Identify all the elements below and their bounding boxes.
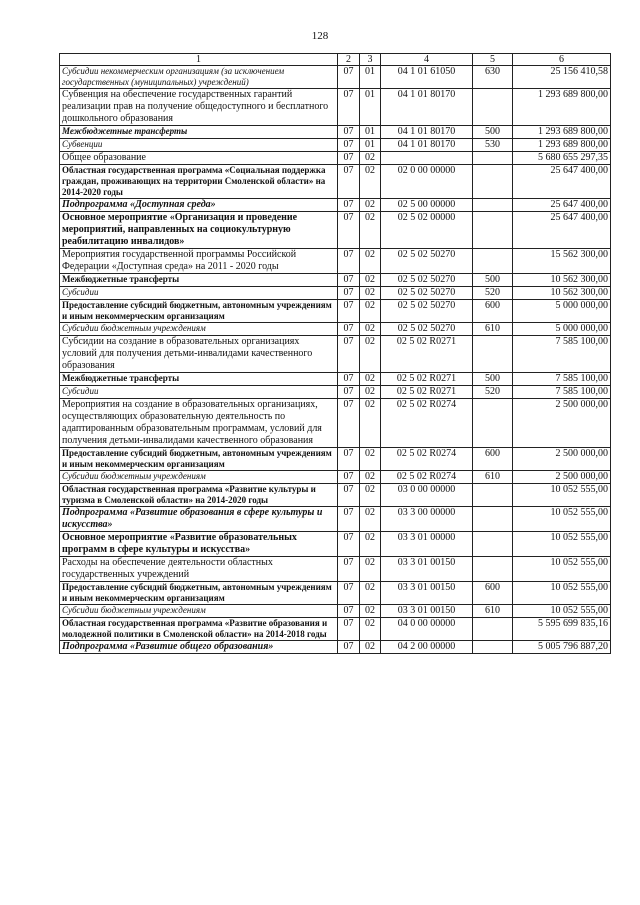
target-article-cell: 02 5 02 50270 bbox=[381, 249, 473, 274]
table-row bbox=[60, 126, 611, 139]
amount-cell: 10 052 555,00 bbox=[513, 484, 611, 507]
expense-type-cell: 500 bbox=[473, 274, 513, 287]
section-code-cell: 07 bbox=[338, 605, 360, 618]
amount-cell: 25 647 400,00 bbox=[513, 212, 611, 249]
section-code-cell: 07 bbox=[338, 507, 360, 532]
row-name-cell: Субвенция на обеспечение государственных гарантий реализации прав на получение общедоступного и бесплатного дошкольного образования bbox=[60, 89, 338, 126]
expense-type-cell bbox=[473, 484, 513, 507]
table-row bbox=[60, 399, 611, 448]
subsection-code-cell: 02 bbox=[360, 582, 381, 605]
subsection-code-cell: 02 bbox=[360, 249, 381, 274]
section-code-cell: 07 bbox=[338, 165, 360, 199]
amount-cell: 2 500 000,00 bbox=[513, 471, 611, 484]
subsection-code-cell: 02 bbox=[360, 373, 381, 386]
amount-cell: 1 293 689 800,00 bbox=[513, 89, 611, 126]
expense-type-cell: 530 bbox=[473, 139, 513, 152]
table-row bbox=[60, 582, 611, 605]
subsection-code-cell: 02 bbox=[360, 323, 381, 336]
target-article-cell: 04 1 01 80170 bbox=[381, 89, 473, 126]
row-name-cell: Межбюджетные трансферты bbox=[60, 274, 338, 287]
table-row bbox=[60, 386, 611, 399]
section-code-cell: 07 bbox=[338, 199, 360, 212]
amount-cell: 1 293 689 800,00 bbox=[513, 139, 611, 152]
table-row bbox=[60, 287, 611, 300]
section-code-cell: 07 bbox=[338, 89, 360, 126]
target-article-cell: 02 5 02 50270 bbox=[381, 274, 473, 287]
row-name-cell: Мероприятия на создание в образовательных организациях, осуществляющих образовательную деятельность по адаптированным образовательным программам, условий для получения детьми-инвалидами качественного образования bbox=[60, 399, 338, 448]
expense-type-cell bbox=[473, 212, 513, 249]
table-row bbox=[60, 212, 611, 249]
row-name-cell: Расходы на обеспечение деятельности областных государственных учреждений bbox=[60, 557, 338, 582]
amount-cell: 5 595 699 835,16 bbox=[513, 618, 611, 641]
subsection-code-cell: 02 bbox=[360, 484, 381, 507]
section-code-cell: 07 bbox=[338, 399, 360, 448]
section-code-cell: 07 bbox=[338, 300, 360, 323]
target-article-cell: 03 0 00 00000 bbox=[381, 484, 473, 507]
amount-cell: 2 500 000,00 bbox=[513, 448, 611, 471]
expense-type-cell bbox=[473, 249, 513, 274]
table-row bbox=[60, 373, 611, 386]
expense-type-cell bbox=[473, 199, 513, 212]
column-header: 1 bbox=[60, 54, 338, 66]
table-row bbox=[60, 641, 611, 654]
table-row bbox=[60, 618, 611, 641]
section-code-cell: 07 bbox=[338, 386, 360, 399]
subsection-code-cell: 02 bbox=[360, 152, 381, 165]
subsection-code-cell: 02 bbox=[360, 300, 381, 323]
row-name-cell: Субсидии на создание в образовательных организациях условий для получения детьми-инвалидами качественного образования bbox=[60, 336, 338, 373]
table-row bbox=[60, 199, 611, 212]
table-row bbox=[60, 165, 611, 199]
subsection-code-cell: 02 bbox=[360, 336, 381, 373]
expense-type-cell bbox=[473, 618, 513, 641]
section-code-cell: 07 bbox=[338, 618, 360, 641]
row-name-cell: Основное мероприятие «Организация и проведение мероприятий, направленных на социокультурную реабилитацию инвалидов» bbox=[60, 212, 338, 249]
expense-type-cell: 630 bbox=[473, 66, 513, 89]
section-code-cell: 07 bbox=[338, 212, 360, 249]
row-name-cell: Субсидии бюджетным учреждениям bbox=[60, 471, 338, 484]
subsection-code-cell: 02 bbox=[360, 212, 381, 249]
expense-type-cell bbox=[473, 532, 513, 557]
subsection-code-cell: 02 bbox=[360, 507, 381, 532]
section-code-cell: 07 bbox=[338, 557, 360, 582]
target-article-cell: 02 0 00 00000 bbox=[381, 165, 473, 199]
expense-type-cell: 520 bbox=[473, 287, 513, 300]
expense-type-cell: 600 bbox=[473, 448, 513, 471]
section-code-cell: 07 bbox=[338, 484, 360, 507]
expense-type-cell bbox=[473, 557, 513, 582]
section-code-cell: 07 bbox=[338, 532, 360, 557]
table-header-row bbox=[60, 54, 611, 66]
section-code-cell: 07 bbox=[338, 152, 360, 165]
row-name-cell: Подпрограмма «Развитие образования в сфере культуры и искусства» bbox=[60, 507, 338, 532]
row-name-cell: Субсидии некоммерческим организациям (за исключением государственных (муниципальных) учреждений) bbox=[60, 66, 338, 89]
row-name-cell: Подпрограмма «Доступная среда» bbox=[60, 199, 338, 212]
section-code-cell: 07 bbox=[338, 448, 360, 471]
amount-cell: 10 562 300,00 bbox=[513, 287, 611, 300]
expense-type-cell: 610 bbox=[473, 323, 513, 336]
amount-cell: 10 562 300,00 bbox=[513, 274, 611, 287]
row-name-cell: Межбюджетные трансферты bbox=[60, 373, 338, 386]
amount-cell: 25 647 400,00 bbox=[513, 199, 611, 212]
subsection-code-cell: 02 bbox=[360, 532, 381, 557]
target-article-cell bbox=[381, 152, 473, 165]
section-code-cell: 07 bbox=[338, 287, 360, 300]
target-article-cell: 03 3 01 00150 bbox=[381, 557, 473, 582]
amount-cell: 5 000 000,00 bbox=[513, 323, 611, 336]
table-row bbox=[60, 89, 611, 126]
target-article-cell: 02 5 02 R0274 bbox=[381, 399, 473, 448]
expense-type-cell bbox=[473, 641, 513, 654]
expense-type-cell bbox=[473, 507, 513, 532]
row-name-cell: Мероприятия государственной программы Российской Федерации «Доступная среда» на 2011 - 2020 годы bbox=[60, 249, 338, 274]
target-article-cell: 04 2 00 00000 bbox=[381, 641, 473, 654]
amount-cell: 10 052 555,00 bbox=[513, 582, 611, 605]
subsection-code-cell: 01 bbox=[360, 139, 381, 152]
subsection-code-cell: 02 bbox=[360, 274, 381, 287]
target-article-cell: 04 1 01 61050 bbox=[381, 66, 473, 89]
subsection-code-cell: 02 bbox=[360, 641, 381, 654]
row-name-cell: Областная государственная программа «Развитие образования и молодежной политики в Смоленской области» на 2014-2018 годы bbox=[60, 618, 338, 641]
table-row bbox=[60, 249, 611, 274]
row-name-cell: Субсидии bbox=[60, 287, 338, 300]
target-article-cell: 03 3 01 00000 bbox=[381, 532, 473, 557]
target-article-cell: 04 0 00 00000 bbox=[381, 618, 473, 641]
amount-cell: 5 000 000,00 bbox=[513, 300, 611, 323]
column-header: 3 bbox=[360, 54, 381, 66]
amount-cell: 5 005 796 887,20 bbox=[513, 641, 611, 654]
amount-cell: 10 052 555,00 bbox=[513, 557, 611, 582]
subsection-code-cell: 01 bbox=[360, 66, 381, 89]
table-row bbox=[60, 139, 611, 152]
amount-cell: 5 680 655 297,35 bbox=[513, 152, 611, 165]
table-row bbox=[60, 152, 611, 165]
table-row bbox=[60, 532, 611, 557]
expense-type-cell: 600 bbox=[473, 300, 513, 323]
section-code-cell: 07 bbox=[338, 373, 360, 386]
table-row bbox=[60, 66, 611, 89]
expense-type-cell bbox=[473, 336, 513, 373]
row-name-cell: Основное мероприятие «Развитие образовательных программ в сфере культуры и искусства» bbox=[60, 532, 338, 557]
column-header: 5 bbox=[473, 54, 513, 66]
table-row bbox=[60, 323, 611, 336]
target-article-cell: 02 5 02 50270 bbox=[381, 323, 473, 336]
target-article-cell: 04 1 01 80170 bbox=[381, 126, 473, 139]
row-name-cell: Подпрограмма «Развитие общего образования» bbox=[60, 641, 338, 654]
target-article-cell: 04 1 01 80170 bbox=[381, 139, 473, 152]
row-name-cell: Субсидии бюджетным учреждениям bbox=[60, 323, 338, 336]
target-article-cell: 03 3 01 00150 bbox=[381, 582, 473, 605]
expense-type-cell bbox=[473, 165, 513, 199]
section-code-cell: 07 bbox=[338, 126, 360, 139]
subsection-code-cell: 01 bbox=[360, 126, 381, 139]
table-row bbox=[60, 336, 611, 373]
amount-cell: 1 293 689 800,00 bbox=[513, 126, 611, 139]
expense-type-cell: 520 bbox=[473, 386, 513, 399]
row-name-cell: Субсидии бюджетным учреждениям bbox=[60, 605, 338, 618]
section-code-cell: 07 bbox=[338, 582, 360, 605]
target-article-cell: 02 5 02 50270 bbox=[381, 300, 473, 323]
row-name-cell: Предоставление субсидий бюджетным, автономным учреждениям и иным некоммерческим организациям bbox=[60, 582, 338, 605]
table-row bbox=[60, 471, 611, 484]
row-name-cell: Предоставление субсидий бюджетным, автономным учреждениям и иным некоммерческим организациям bbox=[60, 300, 338, 323]
target-article-cell: 02 5 02 R0271 bbox=[381, 373, 473, 386]
table-row bbox=[60, 484, 611, 507]
subsection-code-cell: 02 bbox=[360, 605, 381, 618]
amount-cell: 10 052 555,00 bbox=[513, 605, 611, 618]
section-code-cell: 07 bbox=[338, 66, 360, 89]
row-name-cell: Областная государственная программа «Развитие культуры и туризма в Смоленской области» на 2014-2020 годы bbox=[60, 484, 338, 507]
target-article-cell: 02 5 02 R0271 bbox=[381, 336, 473, 373]
expense-type-cell: 500 bbox=[473, 373, 513, 386]
page-number: 128 bbox=[311, 30, 329, 42]
subsection-code-cell: 02 bbox=[360, 386, 381, 399]
row-name-cell: Субвенции bbox=[60, 139, 338, 152]
subsection-code-cell: 02 bbox=[360, 165, 381, 199]
expense-type-cell bbox=[473, 399, 513, 448]
expense-type-cell: 500 bbox=[473, 126, 513, 139]
section-code-cell: 07 bbox=[338, 249, 360, 274]
subsection-code-cell: 01 bbox=[360, 89, 381, 126]
table-row bbox=[60, 274, 611, 287]
amount-cell: 2 500 000,00 bbox=[513, 399, 611, 448]
row-name-cell: Предоставление субсидий бюджетным, автономным учреждениям и иным некоммерческим организациям bbox=[60, 448, 338, 471]
subsection-code-cell: 02 bbox=[360, 199, 381, 212]
expense-type-cell: 600 bbox=[473, 582, 513, 605]
target-article-cell: 03 3 01 00150 bbox=[381, 605, 473, 618]
table-row bbox=[60, 300, 611, 323]
row-name-cell: Областная государственная программа «Социальная поддержка граждан, проживающих на территории Смоленской области» на 2014-2020 годы bbox=[60, 165, 338, 199]
amount-cell: 10 052 555,00 bbox=[513, 532, 611, 557]
expense-type-cell bbox=[473, 152, 513, 165]
column-header: 6 bbox=[513, 54, 611, 66]
expense-type-cell: 610 bbox=[473, 605, 513, 618]
target-article-cell: 02 5 02 50270 bbox=[381, 287, 473, 300]
target-article-cell: 02 5 02 00000 bbox=[381, 212, 473, 249]
expense-type-cell bbox=[473, 89, 513, 126]
subsection-code-cell: 02 bbox=[360, 618, 381, 641]
budget-table bbox=[59, 53, 611, 654]
column-header: 4 bbox=[381, 54, 473, 66]
amount-cell: 25 156 410,58 bbox=[513, 66, 611, 89]
subsection-code-cell: 02 bbox=[360, 287, 381, 300]
table-row bbox=[60, 448, 611, 471]
section-code-cell: 07 bbox=[338, 471, 360, 484]
amount-cell: 7 585 100,00 bbox=[513, 386, 611, 399]
subsection-code-cell: 02 bbox=[360, 471, 381, 484]
table-row bbox=[60, 507, 611, 532]
amount-cell: 10 052 555,00 bbox=[513, 507, 611, 532]
amount-cell: 7 585 100,00 bbox=[513, 373, 611, 386]
section-code-cell: 07 bbox=[338, 336, 360, 373]
target-article-cell: 02 5 00 00000 bbox=[381, 199, 473, 212]
section-code-cell: 07 bbox=[338, 139, 360, 152]
table-row bbox=[60, 557, 611, 582]
row-name-cell: Межбюджетные трансферты bbox=[60, 126, 338, 139]
row-name-cell: Общее образование bbox=[60, 152, 338, 165]
row-name-cell: Субсидии bbox=[60, 386, 338, 399]
section-code-cell: 07 bbox=[338, 641, 360, 654]
target-article-cell: 02 5 02 R0274 bbox=[381, 448, 473, 471]
table-row bbox=[60, 605, 611, 618]
column-header: 2 bbox=[338, 54, 360, 66]
section-code-cell: 07 bbox=[338, 323, 360, 336]
amount-cell: 15 562 300,00 bbox=[513, 249, 611, 274]
amount-cell: 7 585 100,00 bbox=[513, 336, 611, 373]
section-code-cell: 07 bbox=[338, 274, 360, 287]
subsection-code-cell: 02 bbox=[360, 448, 381, 471]
expense-type-cell: 610 bbox=[473, 471, 513, 484]
subsection-code-cell: 02 bbox=[360, 557, 381, 582]
amount-cell: 25 647 400,00 bbox=[513, 165, 611, 199]
subsection-code-cell: 02 bbox=[360, 399, 381, 448]
target-article-cell: 02 5 02 R0271 bbox=[381, 386, 473, 399]
target-article-cell: 03 3 00 00000 bbox=[381, 507, 473, 532]
target-article-cell: 02 5 02 R0274 bbox=[381, 471, 473, 484]
